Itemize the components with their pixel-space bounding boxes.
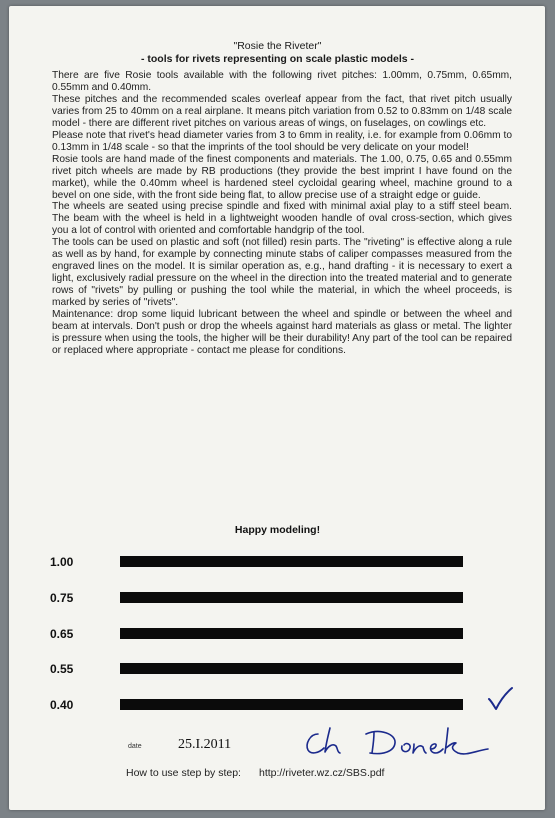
paragraph-rivet-head: Please note that rivet's head diameter varies from 3 to 6mm in reality, i.e. for example from 0.06mm to 0.13mm in 1/48 scale - so that the imprints of the tool should be very delicate on your model! (52, 129, 512, 153)
rivet-sample-bar (120, 663, 463, 674)
pitch-label: 1.00 (50, 555, 74, 569)
checkmark-icon (485, 686, 515, 712)
rivet-sample-bar (120, 628, 463, 639)
paragraph-materials: Rosie tools are hand made of the finest components and materials. The 1.00, 0.75, 0.65 and 0.55mm rivet pitch wheels are made by RB productions (they provide the best imprint I have found on the market), while the 0.40mm wheel is hardened steel cycloidal gearing wheel, machine ground to a bevel on one side, with the front side being flat, to allow precise use of a straight edge or guide. (52, 153, 512, 201)
paragraph-construction: The wheels are seated using precise spindle and fixed with minimal axial play to a stiff steel beam. The beam with the wheel is held in a lightweight wooden handle of oval cross-section, which gives you a lot of control with oriented and comfortable handgrip of the tool. (52, 201, 512, 237)
sbs-url: http://riveter.wz.cz/SBS.pdf (258, 767, 385, 779)
rivet-sample-bar (120, 592, 463, 603)
pitch-label: 0.75 (50, 591, 74, 605)
sbs-label: How to use step by step: (126, 767, 241, 779)
pitch-label: 0.65 (50, 627, 74, 641)
pitch-label: 0.40 (50, 698, 74, 712)
happy-modeling-text: Happy modeling! (234, 524, 321, 536)
card-title: "Rosie the Riveter" (233, 40, 322, 52)
pitch-row-0-65 (0, 627, 555, 641)
pitch-row-0-75 (0, 591, 555, 605)
paragraph-maintenance: Maintenance: drop some liquid lubricant between the wheel and spindle or between the wheel and beam at intervals. Don't push or drop the wheels against hard materials as glass or metal. The lighter is pressure when using the tools, the higher will be their durability! Any part of the tool can be repaired or replaced where appropriate - contact me please for conditions. (52, 309, 512, 356)
rivet-sample-bar (120, 556, 463, 567)
pitch-row-1-00 (0, 555, 555, 569)
card-subtitle: - tools for rivets representing on scale plastic models - (140, 53, 415, 65)
paragraph-usage: The tools can be used on plastic and soft (not filled) resin parts. The "riveting" is effective along a rule as well as by hand, for example by connecting minute stabs of caliper compasses measured from the engraved lines on the model. It is similar operation as, e.g., hand drafting - it is necessary to exert a light, exclusively radial pressure on the wheel in the direction into the treated material and to generate rows of "rivets" by pulling or pushing the tool while the material, in which the wheel proceeds, is marked by series of "rivets". (52, 237, 512, 309)
paragraph-pitches: There are five Rosie tools available with the following rivet pitches: 1.00mm, 0.75mm, 0.65mm, 0.55mm and 0.40mm. (52, 70, 512, 93)
pitch-row-0-40 (0, 698, 555, 712)
step-by-step-line (126, 767, 384, 779)
pitch-label: 0.55 (50, 662, 74, 676)
pitch-row-0-55 (0, 662, 555, 676)
date-label: date (128, 743, 142, 750)
rivet-sample-bar (120, 699, 463, 710)
instructions-body (52, 70, 512, 357)
date-value: 25.I.2011 (178, 737, 232, 752)
handwritten-signature (300, 722, 496, 762)
paragraph-scales: These pitches and the recommended scales overleaf appear from the fact, that rivet pitch usually varies from 25 to 40mm on a real airplane. It means pitch variation from 0.52 to 0.83mm on 1/48 scale model - there are different rivet pitches on various areas of wings, on fuselages, on cowlings etc. (52, 93, 512, 129)
